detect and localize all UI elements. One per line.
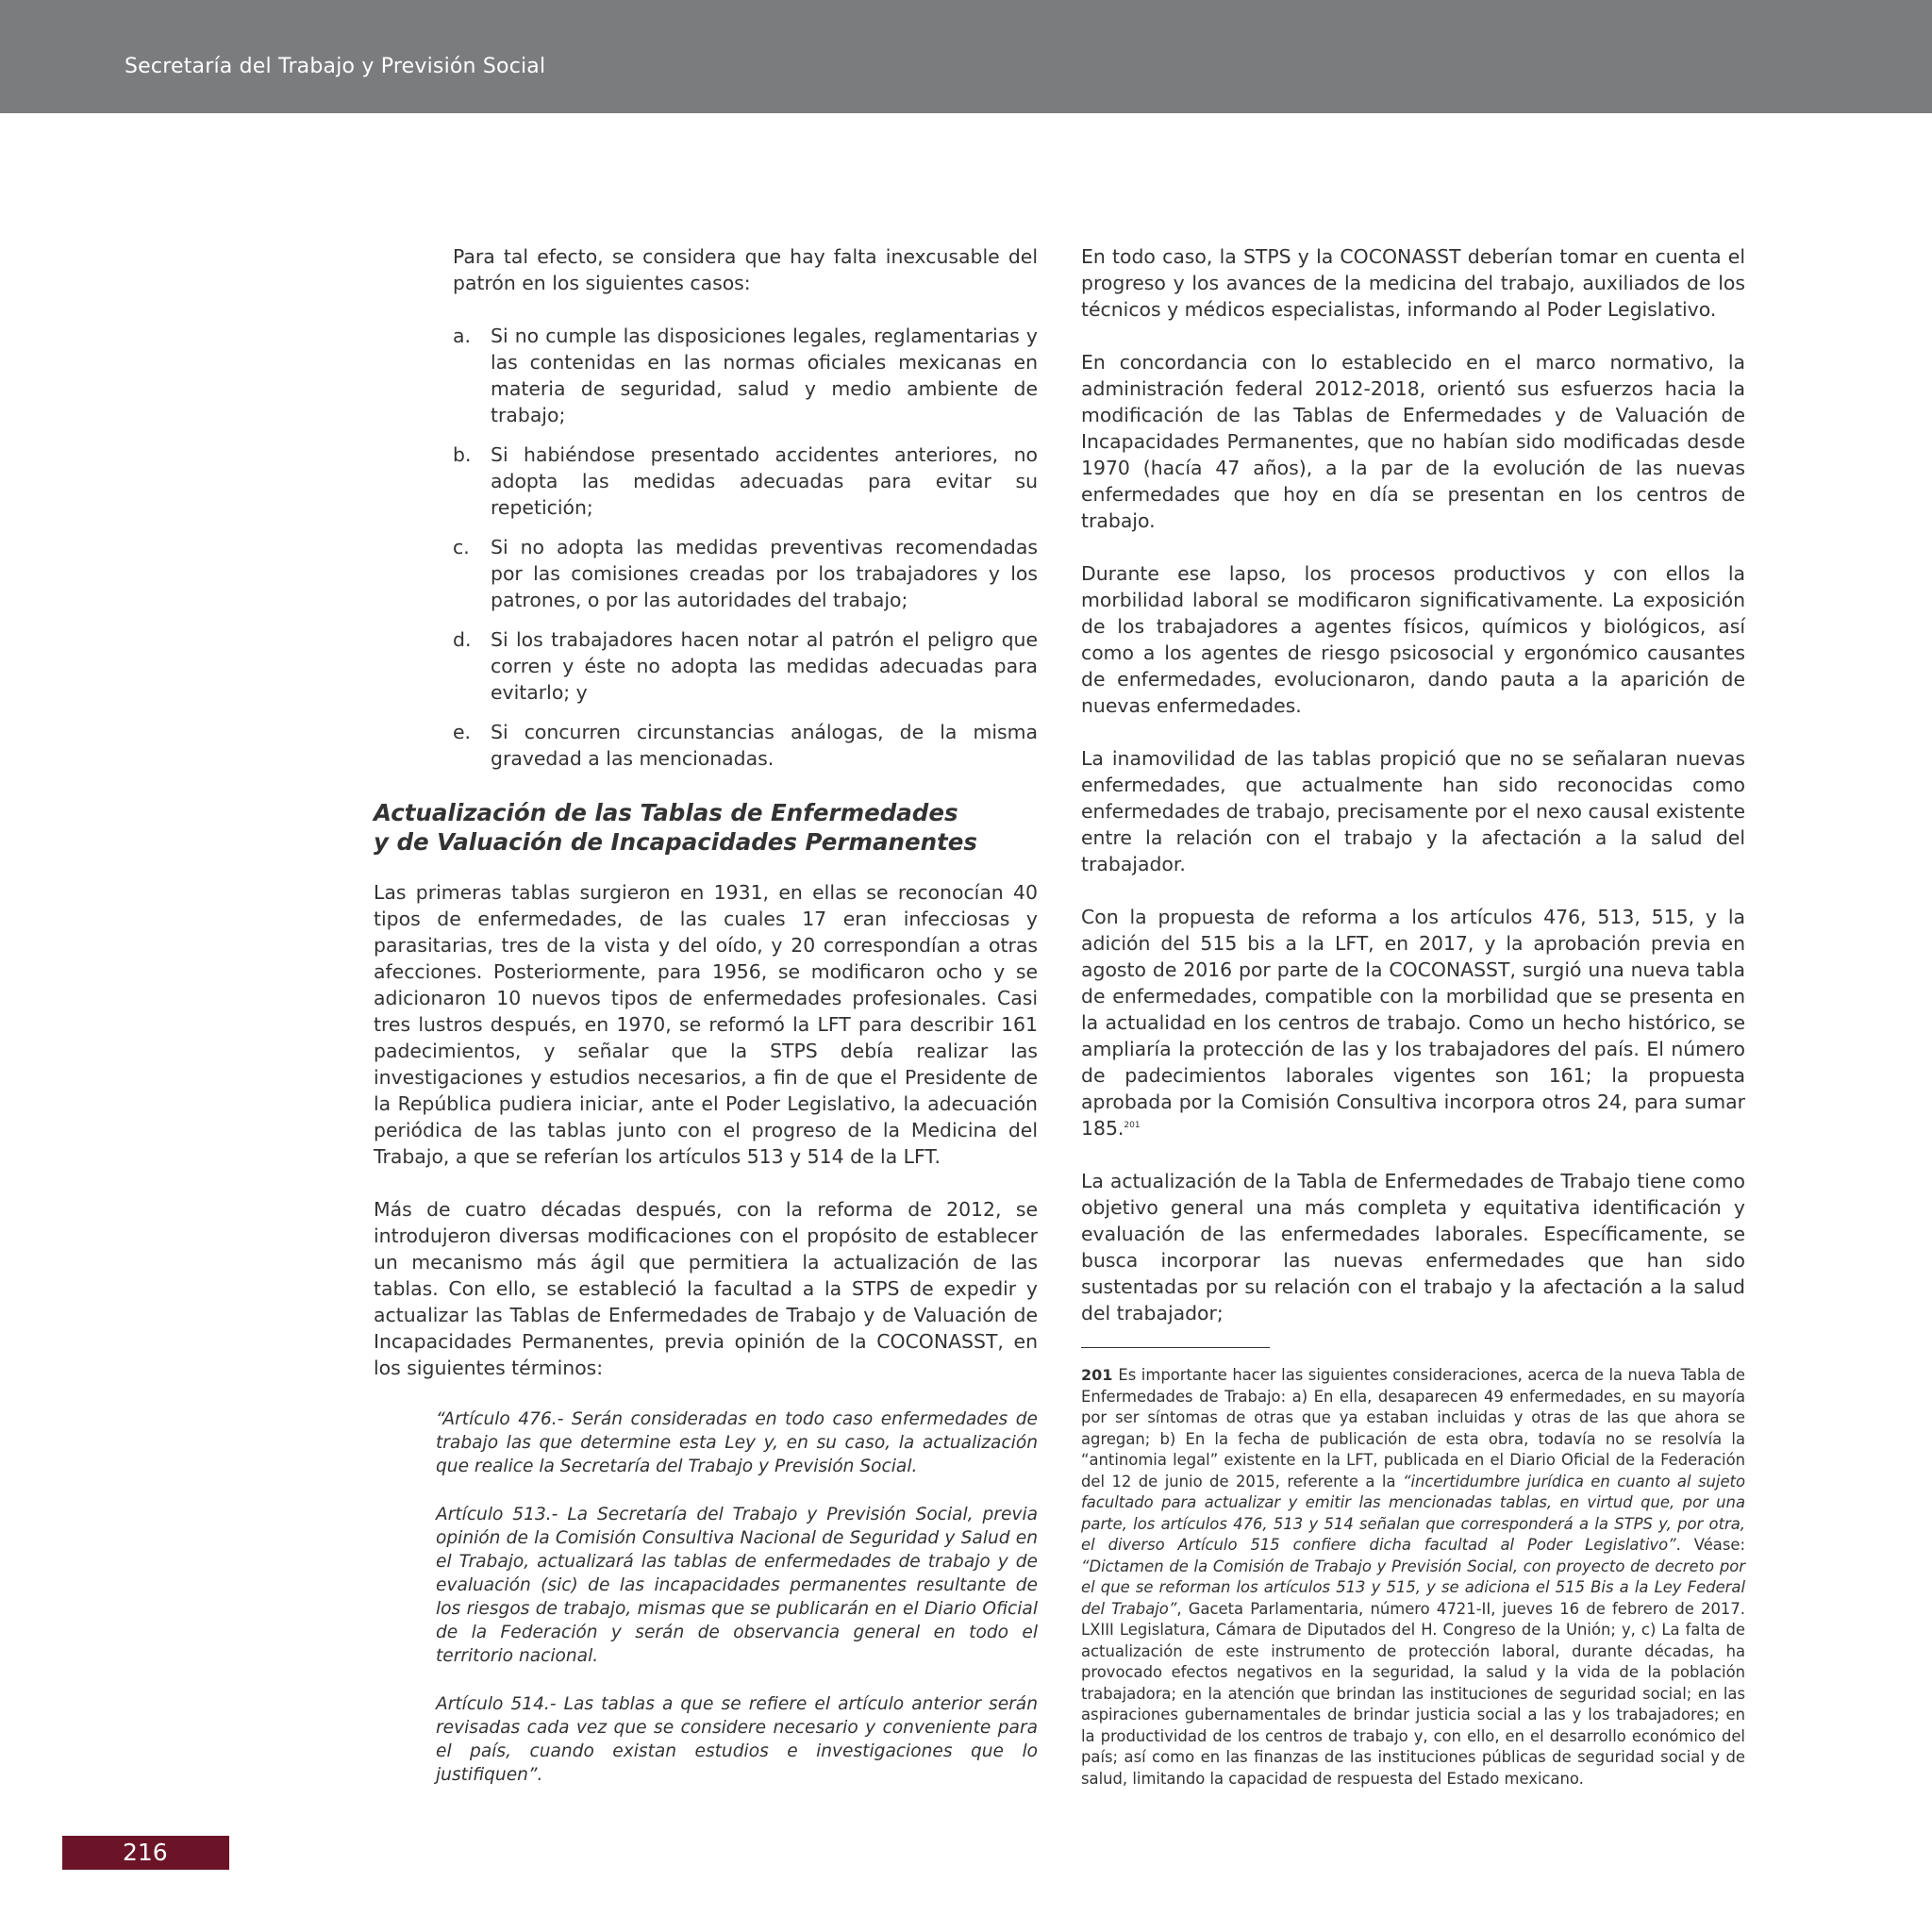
list-text: Si habiéndose presentado accidentes anteriores, no adopta las medidas adecuadas para evitar su repetición; [491, 443, 1038, 519]
list-item [453, 441, 1038, 521]
footnote-text: . Véase: [1675, 1536, 1745, 1554]
body-paragraph: En concordancia con lo establecido en el marco normativo, la administración federal 2012-2018, orientó sus esfuerzos hacia la modificación de las Tablas de Enfermedades y de Valuación de Incapacidades Permanentes, que no habían sido modificadas desde 1970 (hacía 47 años), a la par de la evolución de las nuevas enfermedades que hoy en día se presentan en los centros de trabajo. [1081, 351, 1745, 532]
law-quote [374, 1407, 1038, 1787]
list-item [453, 719, 1038, 772]
section-heading [374, 798, 1038, 857]
body-paragraph: Más de cuatro décadas después, con la reforma de 2012, se introdujeron diversas modificaciones con el propósito de establecer un mecanismo más ágil que permitiera la actualización de las tablas. Con ello, se estableció la facultad a la STPS de expedir y actualizar las Tablas de Enfermedades de Trabajo y de Valuación de Incapacidades Permanentes, previa opinión de la COCONASST, en los siguientes términos: [374, 1198, 1038, 1379]
list-item [453, 534, 1038, 613]
list-item [453, 323, 1038, 428]
footnote-text: Es importante hacer las siguientes consideraciones, acerca de la nueva Tabla de Enfermedades de Trabajo: a) En ella, desaparecen 49 enfermedades, en su mayoría por ser síntomas de otras que ya estaban incluidas y otras de las que ahora se agregan; b) En la fecha de publicación de esta obra, todavía no se resolvía la “antinomia legal” existente en la LFT, publicada en el Diario Oficial de la Federación del 12 de junio de 2015, referente a la [1081, 1366, 1745, 1491]
list-text: Si concurren circunstancias análogas, de la misma gravedad a las mencionadas. [491, 721, 1038, 770]
body-paragraph: La inamovilidad de las tablas propició que no se señalaran nuevas enfermedades, que actualmente han sido reconocidas como enfermedades de trabajo, precisamente por el nexo causal existente entre la relación con el trabajo y la afectación a la salud del trabajador. [1081, 747, 1745, 875]
page-number: 216 [123, 1839, 168, 1866]
header-title: Secretaría del Trabajo y Previsión Social [125, 55, 546, 78]
footnote-quote: “incertidumbre jurídica en cuanto al sujeto facultado para actualizar y emitir las mencionadas tablas, en virtud que, por una parte, los artículos 476, 513 y 514 señalan que corresponderá a la STPS y, por otra, el diverso Artículo 515 confiere dicha facultad al Poder Legislativo” [1081, 1472, 1745, 1554]
list-item [453, 626, 1038, 706]
quote-article-514: Artículo 514.- Las tablas a que se refiere el artículo anterior serán revisadas cada vez que se considere necesario y conveniente para el país, cuando existan estudios e investigaciones que lo justifiquen”. [436, 1694, 1038, 1785]
quote-article-513: Artículo 513.- La Secretaría del Trabajo y Previsión Social, previa opinión de la Comisión Consultiva Nacional de Seguridad y Salud en el Trabajo, actualizará las tablas de enfermedades de trabajo y de evaluación (sic) de las incapacidades permanentes resultante de los riesgos de trabajo, mismas que se publicarán en el Diario Oficial de la Federación y serán de observancia general en todo el territorio nacional. [436, 1505, 1038, 1666]
body-paragraph: Durante ese lapso, los procesos productivos y con ellos la morbilidad laboral se modificaron significativamente. La exposición de los trabajadores a agentes físicos, químicos y biológicos, así como a los agentes de riesgo psicosocial y ergonómico causantes de enfermedades, evolucionaron, dando pauta a la aparición de nuevas enfermedades. [1081, 562, 1745, 717]
footnote [1081, 1365, 1745, 1790]
list-letter: d. [453, 628, 472, 651]
body-paragraph: Las primeras tablas surgieron en 1931, en ellas se reconocían 40 tipos de enfermedades, de las cuales 17 eran infecciosas y parasitarias, tres de la vista y del oído, y 20 correspondían a otras afecciones. Posteriormente, para 1956, se modificaron ocho y se adicionaron 10 nuevos tipos de enfermedades profesionales. Casi tres lustros después, en 1970, se reformó la LFT para describir 161 padecimientos, y señalar que la STPS debía realizar las investigaciones y estudios necesarios, a fin de que el Presidente de la República pudiera iniciar, ante el Poder Legislativo, la adecuación periódica de las tablas junto con el progreso de la Medicina del Trabajo, a que se referían los artículos 513 y 514 de la LFT. [374, 881, 1038, 1168]
section-heading-line-1: Actualización de las Tablas de Enfermedades [374, 799, 958, 826]
body-paragraph [1081, 904, 1745, 1141]
right-column [1081, 243, 1745, 1790]
list-text: Si no cumple las disposiciones legales, reglamentarias y las contenidas en las normas oficiales mexicanas en materia de seguridad, salud y medio ambiente de trabajo; [491, 325, 1038, 426]
left-column [374, 243, 1038, 1811]
list-letter: b. [453, 443, 472, 466]
body-paragraph: En todo caso, la STPS y la COCONASST deberían tomar en cuenta el progreso y los avances de la medicina del trabajo, auxiliados de los técnicos y médicos especialistas, informando al Poder Legislativo. [1081, 245, 1745, 321]
header-bar [0, 0, 1932, 113]
list-text: Si no adopta las medidas preventivas recomendadas por las comisiones creadas por los trabajadores y los patrones, o por las autoridades del trabajo; [491, 536, 1038, 611]
list-text: Si los trabajadores hacen notar al patrón el peligro que corren y éste no adopta las medidas adecuadas para evitarlo; y [491, 628, 1038, 704]
list-letter: e. [453, 721, 472, 743]
footnote-divider [1081, 1347, 1270, 1348]
list-letter: c. [453, 536, 470, 558]
footnote-citation: “Dictamen de la Comisión de Trabajo y Previsión Social, con proyecto de decreto por el que se reforman los artículos 513 y 515, y se adiciona el 515 Bis a la Ley Federal del Trabajo” [1081, 1557, 1745, 1618]
quote-article-476: “Artículo 476.- Serán consideradas en todo caso enfermedades de trabajo las que determine esta Ley y, en su caso, la actualización que realice la Secretaría del Trabajo y Previsión Social. [436, 1409, 1038, 1476]
body-paragraph: La actualización de la Tabla de Enfermedades de Trabajo tiene como objetivo general una más completa y equitativa identificación y evaluación de las enfermedades laborales. Específicamente, se busca incorporar las nuevas enfermedades que han sido sustentadas por su relación con el trabajo y la afectación a la salud del trabajador; [1081, 1170, 1745, 1324]
footnote-reference: 201 [1124, 1121, 1141, 1131]
footnote-text: , Gaceta Parlamentaria, número 4721-II, jueves 16 de febrero de 2017. LXIII Legislatura, Cámara de Diputados del H. Congreso de la Unión; y, c) La falta de actualización de este instrumento de protección laboral, durante décadas, ha provocado efectos negativos en la seguridad, la salud y la vida de la población trabajadora; en la atención que brindan las instituciones de seguridad social; en las aspiraciones gubernamentales de brindar justicia social a las y los trabajadores; en la productividad de los centros de trabajo y, con ello, en el desarrollo económico del país; así como en las finanzas de las instituciones públicas de seguridad social y de salud, limitando la capacidad de respuesta del Estado mexicano. [1081, 1599, 1745, 1788]
footnote-number: 201 [1081, 1366, 1113, 1384]
paragraph-text: Con la propuesta de reforma a los artículos 476, 513, 515, y la adición del 515 bis a la LFT, en 2017, y la aprobación previa en agosto de 2016 por parte de la COCONASST, surgió una nueva tabla de enfermedades, compatible con la morbilidad que se presenta en la actualidad en los centros de trabajo. Como un hecho histórico, se ampliaría la protección de las y los trabajadores del país. El número de padecimientos laborales vigentes son 161; la propuesta aprobada por la Comisión Consultiva incorpora otros 24, para sumar 185. [1081, 906, 1745, 1140]
section-heading-line-2: y de Valuación de Incapacidades Permanentes [374, 828, 977, 856]
cases-list [374, 323, 1038, 772]
intro-paragraph: Para tal efecto, se considera que hay falta inexcusable del patrón en los siguientes casos: [453, 245, 1038, 294]
list-letter: a. [453, 325, 471, 347]
